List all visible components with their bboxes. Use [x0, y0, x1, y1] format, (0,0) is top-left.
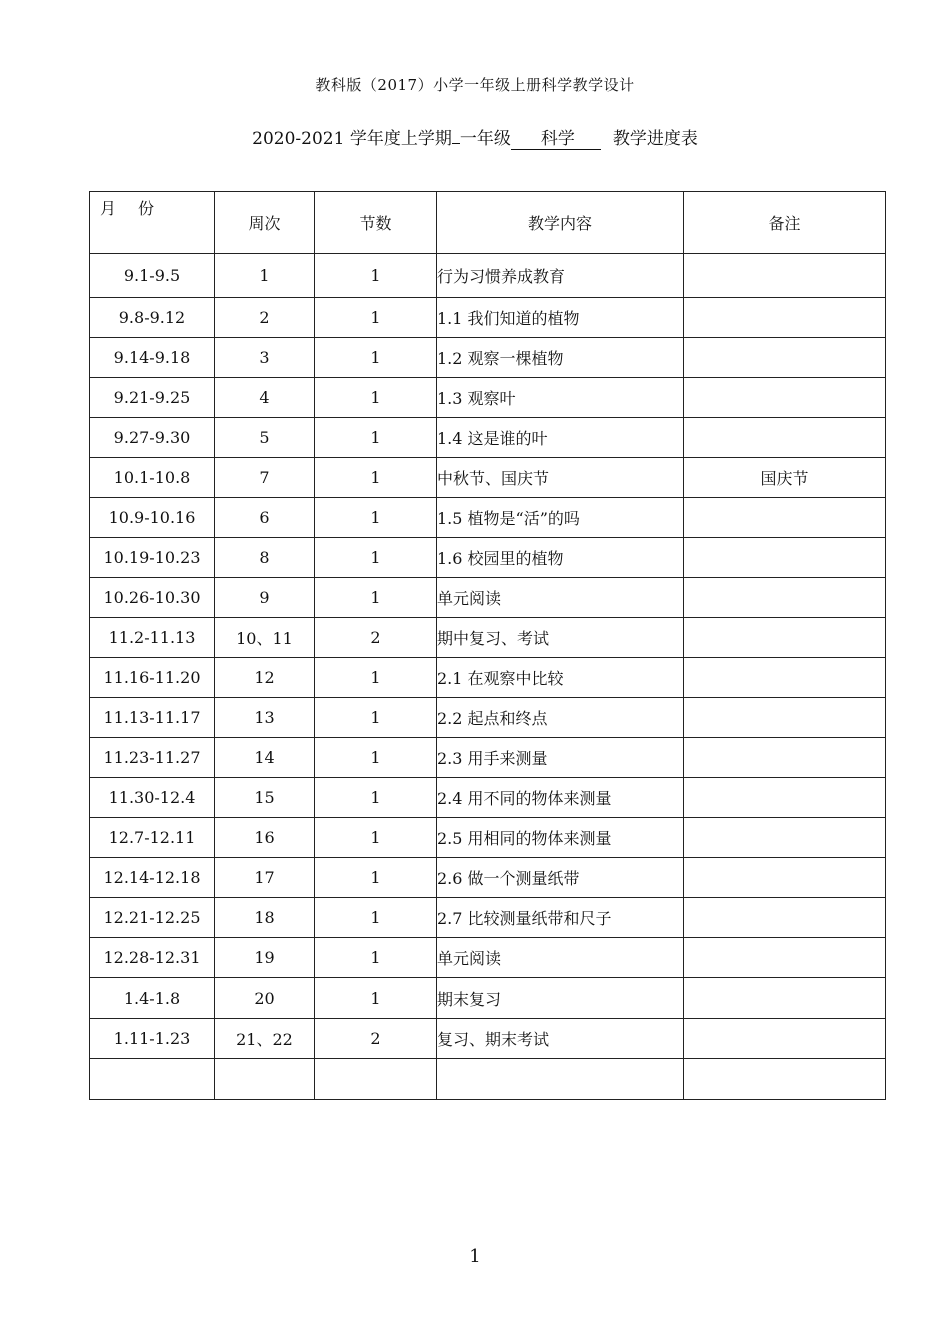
cell-week: 14	[215, 738, 315, 778]
table-row	[90, 738, 886, 778]
cell-remark	[684, 778, 886, 818]
cell-week: 8	[215, 538, 315, 578]
title-subject: 科学	[511, 129, 601, 150]
cell-week: 16	[215, 818, 315, 858]
cell-content: 1.6 校园里的植物	[437, 538, 684, 578]
cell-month: 11.30-12.4	[90, 778, 215, 818]
header-remark: 备注	[684, 192, 886, 254]
title-prefix: 2020-2021 学年度上学期	[252, 129, 452, 149]
cell-remark	[684, 378, 886, 418]
cell-month: 9.27-9.30	[90, 418, 215, 458]
cell-lessons: 1	[315, 778, 437, 818]
table-row	[90, 978, 886, 1019]
cell-lessons: 1	[315, 738, 437, 778]
cell-week	[215, 1059, 315, 1100]
cell-week: 20	[215, 978, 315, 1019]
cell-week: 3	[215, 338, 315, 378]
cell-remark	[684, 818, 886, 858]
cell-week: 9	[215, 578, 315, 618]
table-row	[90, 538, 886, 578]
cell-lessons: 1	[315, 698, 437, 738]
table-row	[90, 298, 886, 338]
table-row	[90, 618, 886, 658]
cell-lessons: 1	[315, 378, 437, 418]
cell-month: 10.9-10.16	[90, 498, 215, 538]
cell-month: 11.13-11.17	[90, 698, 215, 738]
cell-content: 期中复习、考试	[437, 618, 684, 658]
cell-month: 9.8-9.12	[90, 298, 215, 338]
cell-week: 7	[215, 458, 315, 498]
cell-remark	[684, 698, 886, 738]
cell-week: 10、11	[215, 618, 315, 658]
cell-remark	[684, 498, 886, 538]
cell-month: 9.1-9.5	[90, 254, 215, 298]
cell-remark	[684, 1019, 886, 1059]
cell-content: 2.3 用手来测量	[437, 738, 684, 778]
cell-month: 12.28-12.31	[90, 938, 215, 978]
cell-month: 12.14-12.18	[90, 858, 215, 898]
cell-remark	[684, 254, 886, 298]
cell-content: 1.5 植物是“活”的吗	[437, 498, 684, 538]
cell-lessons: 2	[315, 1019, 437, 1059]
cell-content: 单元阅读	[437, 578, 684, 618]
cell-content: 2.7 比较测量纸带和尺子	[437, 898, 684, 938]
cell-content: 中秋节、国庆节	[437, 458, 684, 498]
table-row	[90, 698, 886, 738]
table-row	[90, 458, 886, 498]
cell-remark	[684, 658, 886, 698]
page-title	[0, 124, 950, 150]
cell-lessons: 1	[315, 418, 437, 458]
cell-content: 单元阅读	[437, 938, 684, 978]
schedule-table	[89, 191, 886, 1100]
cell-content	[437, 1059, 684, 1100]
cell-remark	[684, 978, 886, 1019]
header-lessons: 节数	[315, 192, 437, 254]
cell-week: 2	[215, 298, 315, 338]
table-row	[90, 898, 886, 938]
cell-lessons: 1	[315, 938, 437, 978]
cell-content: 2.4 用不同的物体来测量	[437, 778, 684, 818]
cell-month: 11.2-11.13	[90, 618, 215, 658]
header-content: 教学内容	[437, 192, 684, 254]
cell-content: 行为习惯养成教育	[437, 254, 684, 298]
cell-month: 12.21-12.25	[90, 898, 215, 938]
cell-content: 1.4 这是谁的叶	[437, 418, 684, 458]
cell-lessons	[315, 1059, 437, 1100]
cell-month: 1.11-1.23	[90, 1019, 215, 1059]
cell-content: 2.1 在观察中比较	[437, 658, 684, 698]
cell-month: 10.1-10.8	[90, 458, 215, 498]
table-row	[90, 818, 886, 858]
title-blank-underline	[452, 143, 460, 144]
cell-content: 期末复习	[437, 978, 684, 1019]
cell-remark	[684, 418, 886, 458]
cell-content: 2.2 起点和终点	[437, 698, 684, 738]
cell-month: 1.4-1.8	[90, 978, 215, 1019]
cell-lessons: 1	[315, 898, 437, 938]
cell-remark	[684, 938, 886, 978]
page-number: 1	[469, 1246, 481, 1267]
table-row	[90, 254, 886, 298]
cell-content: 2.5 用相同的物体来测量	[437, 818, 684, 858]
cell-week: 12	[215, 658, 315, 698]
cell-lessons: 1	[315, 498, 437, 538]
cell-week: 18	[215, 898, 315, 938]
cell-week: 1	[215, 254, 315, 298]
cell-month: 11.16-11.20	[90, 658, 215, 698]
cell-content: 1.1 我们知道的植物	[437, 298, 684, 338]
cell-remark	[684, 898, 886, 938]
schedule-body	[90, 254, 886, 1100]
cell-month: 10.26-10.30	[90, 578, 215, 618]
cell-remark	[684, 338, 886, 378]
header-month: 月 份	[90, 192, 215, 254]
cell-content: 1.3 观察叶	[437, 378, 684, 418]
table-row	[90, 938, 886, 978]
table-row	[90, 578, 886, 618]
document-header: 教科版（2017）小学一年级上册科学教学设计	[315, 76, 635, 94]
table-row	[90, 858, 886, 898]
cell-week: 17	[215, 858, 315, 898]
title-suffix: 教学进度表	[612, 129, 698, 149]
cell-week: 5	[215, 418, 315, 458]
table-header-row	[90, 192, 886, 254]
cell-lessons: 1	[315, 458, 437, 498]
cell-remark	[684, 298, 886, 338]
cell-content: 2.6 做一个测量纸带	[437, 858, 684, 898]
table-row	[90, 338, 886, 378]
title-grade: 一年级	[459, 129, 511, 149]
cell-lessons: 1	[315, 538, 437, 578]
table-row	[90, 378, 886, 418]
cell-week: 21、22	[215, 1019, 315, 1059]
cell-lessons: 1	[315, 298, 437, 338]
table-row	[90, 658, 886, 698]
cell-month: 11.23-11.27	[90, 738, 215, 778]
cell-week: 4	[215, 378, 315, 418]
cell-remark: 国庆节	[684, 458, 886, 498]
cell-remark	[684, 618, 886, 658]
cell-remark	[684, 858, 886, 898]
header-week: 周次	[215, 192, 315, 254]
cell-content: 1.2 观察一棵植物	[437, 338, 684, 378]
cell-lessons: 1	[315, 254, 437, 298]
cell-remark	[684, 1059, 886, 1100]
cell-week: 6	[215, 498, 315, 538]
cell-week: 15	[215, 778, 315, 818]
cell-month: 9.21-9.25	[90, 378, 215, 418]
cell-lessons: 1	[315, 978, 437, 1019]
cell-lessons: 1	[315, 658, 437, 698]
cell-week: 19	[215, 938, 315, 978]
cell-lessons: 1	[315, 818, 437, 858]
cell-remark	[684, 538, 886, 578]
cell-month: 9.14-9.18	[90, 338, 215, 378]
cell-month: 10.19-10.23	[90, 538, 215, 578]
table-row	[90, 1019, 886, 1059]
table-row	[90, 778, 886, 818]
cell-lessons: 1	[315, 858, 437, 898]
cell-week: 13	[215, 698, 315, 738]
cell-lessons: 1	[315, 578, 437, 618]
table-row	[90, 1059, 886, 1100]
cell-remark	[684, 578, 886, 618]
cell-lessons: 1	[315, 338, 437, 378]
table-row	[90, 498, 886, 538]
cell-lessons: 2	[315, 618, 437, 658]
cell-content: 复习、期末考试	[437, 1019, 684, 1059]
cell-month: 12.7-12.11	[90, 818, 215, 858]
cell-remark	[684, 738, 886, 778]
cell-month	[90, 1059, 215, 1100]
table-row	[90, 418, 886, 458]
